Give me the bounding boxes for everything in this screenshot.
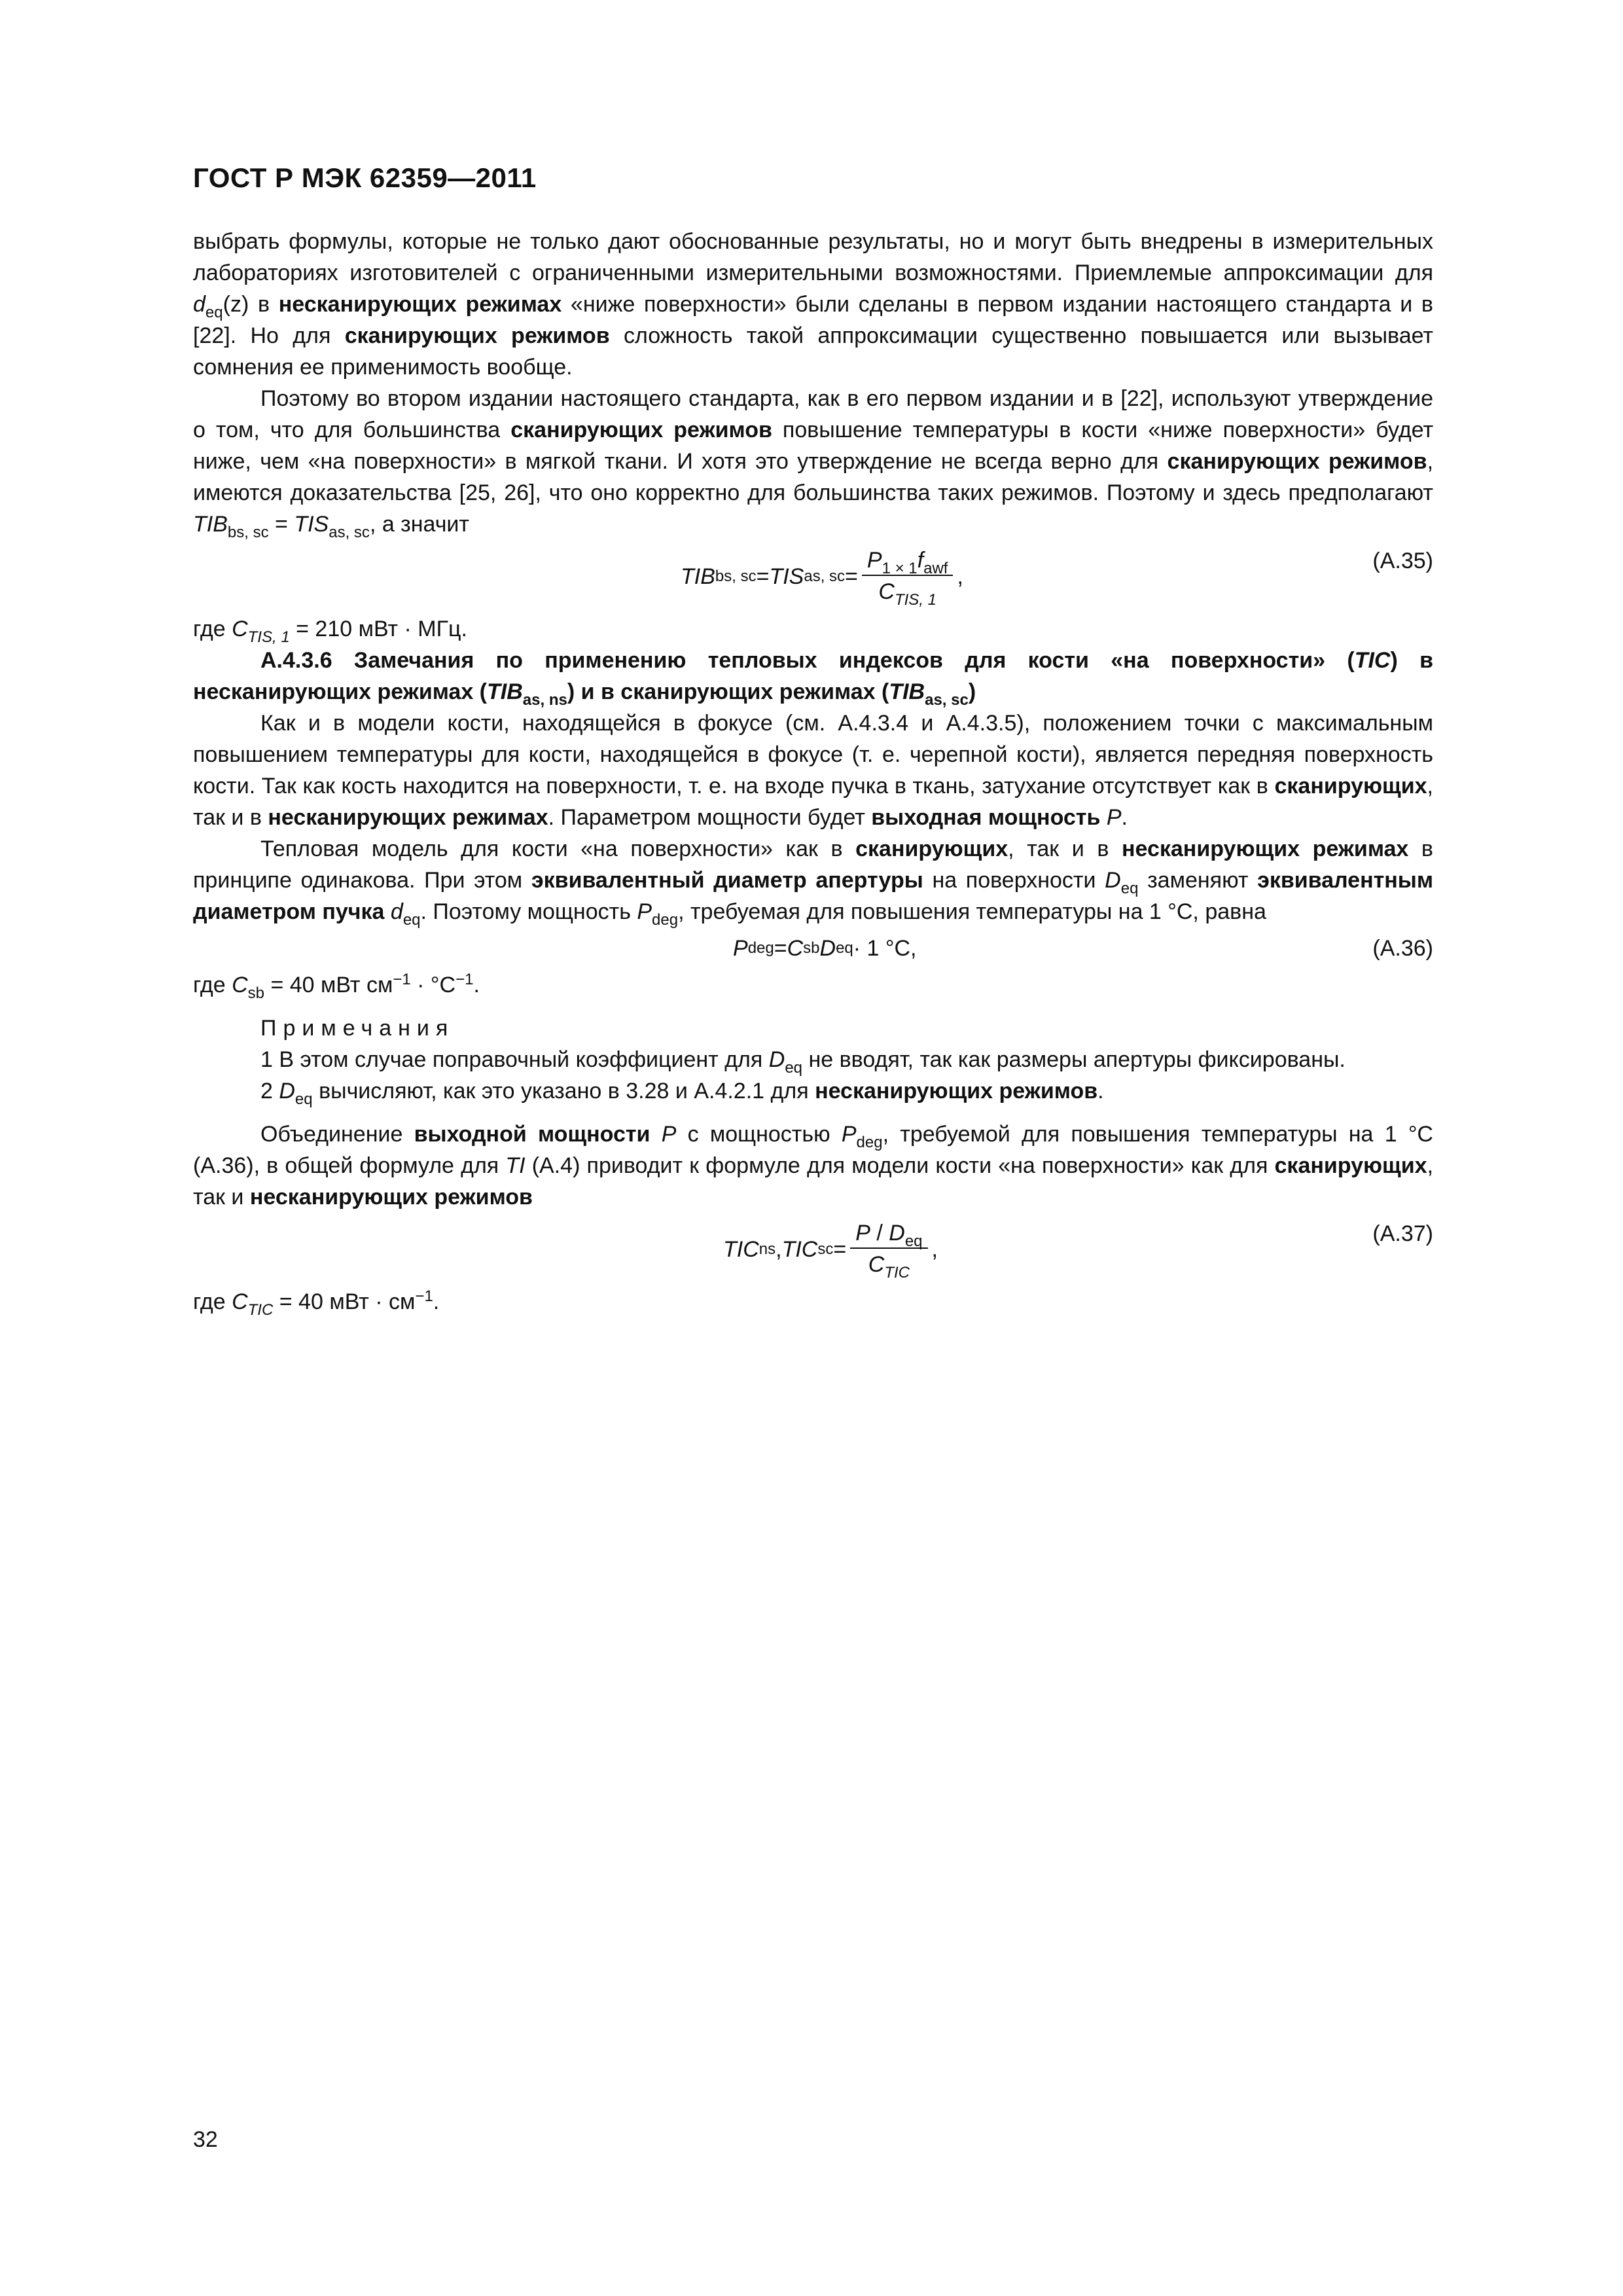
fraction: $\frac{P / D_{eq}}{C_{TIC}}$: [850, 1220, 927, 1279]
section-heading: А.4.3.6 Замечания по применению тепловых индексов для кости «на поверхности» (TIC) в несканирующих режимах $(TIB_{as, ns})$ и в сканирующих режимах $(TIB_{as, sc})$: [193, 648, 1434, 709]
paragraph-2: Поэтому во втором издании настоящего стандарта, как в его первом издании и в [22], используют утверждение о том, что для большинства сканирующих режимов повышение температуры в кости «ниже поверхности» будет ниже, чем «на поверхности» в мягкой ткани. И хотя это утверждение не всегда верно для сканирующих режимов, имеются доказательства [25, 26], что оно корректно для большинства таких режимов. Поэтому и здесь предполагают $TIB_{bs, sc} = TIS_{as, sc}$, а значит: [193, 386, 1434, 541]
fraction: $\frac{P_{1 \times 1}f_{awf}}{C_{TIS, 1}}$: [862, 547, 954, 606]
equation-number: (A.37): [1372, 1221, 1433, 1246]
where-clause-3: где $C_{TIC} = 40$ мВт · $см^{-1}$.: [193, 1287, 440, 1319]
paragraph-3: Как и в модели кости, находящейся в фокусе (см. А.4.3.4 и А.4.3.5), положением точки с максимальным повышением температуры для кости, находящейся в фокусе (т. е. черепной кости), является передняя поверхность кости. Так как кость находится на поверхности, т. е. на входе пучка в ткань, затухание отсутствует как в сканирующих, так и в несканирующих режимах. Параметром мощности будет выходная мощность P.: [193, 711, 1433, 830]
formula-a36: P deg = C sb D eq · 1 °С, (A.36): [193, 931, 1433, 965]
paragraph-4: Тепловая модель для кости «на поверхности» как в сканирующих, так и в несканирующих режимах в принципе одинакова. При этом эквивалентный диаметр апертуры на поверхности $D_{eq}$ заменяют эквивалентным диаметром пучка $d_{eq}$. Поэтому мощность $P_{deg}$, требуемая для повышения температуры на 1 °С, равна: [193, 836, 1433, 929]
notes-title: Примечания: [260, 1016, 455, 1041]
equation-number: (A.36): [1372, 936, 1433, 961]
equation-number: (A.35): [1372, 548, 1433, 573]
where-clause-1: где $C_{TIS, 1} = 210$ мВт · МГц.: [193, 617, 467, 646]
document-header: ГОСТ Р МЭК 62359—2011: [193, 162, 537, 193]
paragraph-1: выбрать формулы, которые не только дают обоснованные результаты, но и могут быть внедрены в измерительных лабораториях изготовителей с ограниченными измерительными возможностями. Приемлемые аппроксимации для $d_{eq}(z)$ в несканирующих режимах «ниже поверхности» были сделаны в первом издании настоящего стандарта и в [22]. Но для сканирующих режимов сложность такой аппроксимации существенно повышается или вызывает сомнения ее применимость вообще.: [193, 229, 1433, 380]
where-clause-2: где $C_{sb} = 40$ мВт $см^{-1} \cdot ^\circ С^{-1}$.: [193, 971, 480, 1002]
paragraph-5: Объединение выходной мощности P с мощностью $P_{deg}$, требуемой для повышения температуры на 1 °С (А.36), в общей формуле для TI (А.4) приводит к формуле для модели кости «на поверхности» как для сканирующих, так и несканирующих режимов: [193, 1122, 1434, 1210]
body-text: [193, 226, 1433, 1318]
note-1: 1 В этом случае поправочный коэффициент для $D_{eq}$ не вводят, так как размеры апертуры фиксированы.: [260, 1047, 1346, 1077]
formula-a35: TIB bs, sc = TIS as, sc = $\frac{P_{1 \times 1}f_{awf}}{C_{TIS, 1}}$ , (A.35): [193, 544, 1433, 609]
page-number: 32: [193, 2127, 218, 2152]
formula-a37: TIC ns , TIC sc = $\frac{P / D_{eq}}{C_{TIC}}$ , (A.37): [193, 1217, 1433, 1282]
note-2: 2 $D_{eq}$ вычисляют, как это указано в 3.28 и А.4.2.1 для несканирующих режимов.: [260, 1079, 1104, 1108]
